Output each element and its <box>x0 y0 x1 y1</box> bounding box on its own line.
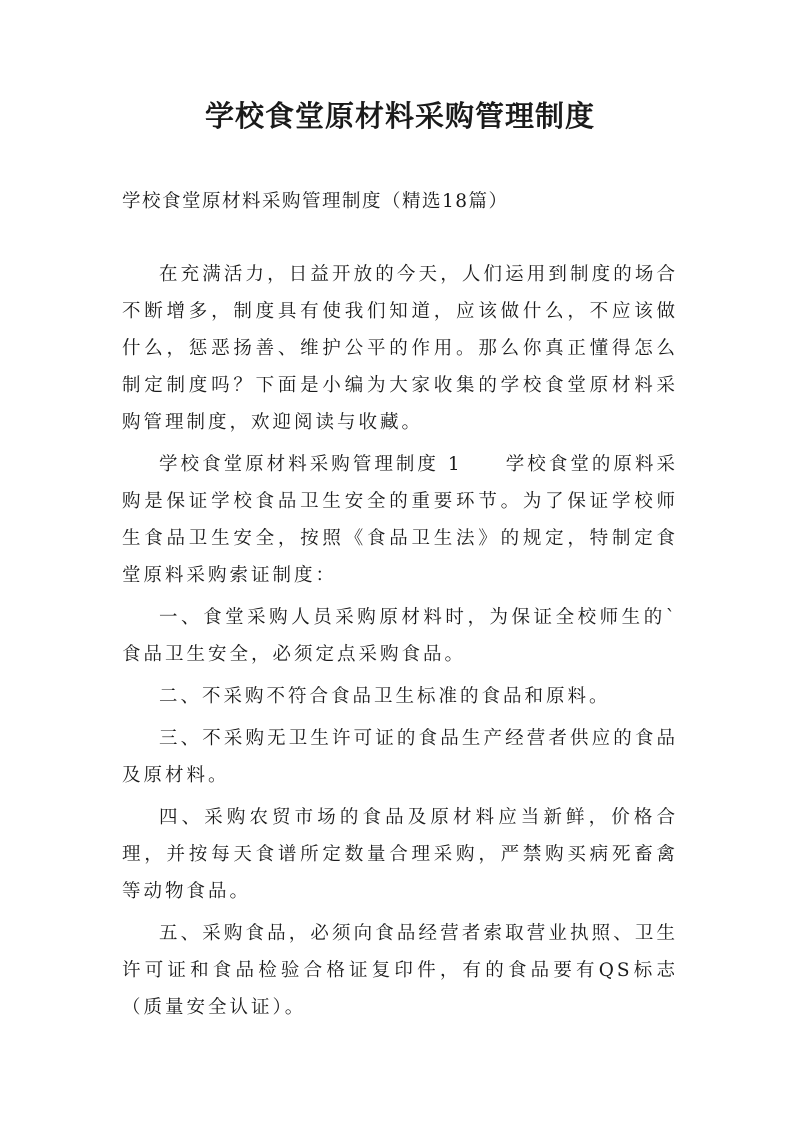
paragraph-item-4: 四、采购农贸市场的食品及原材料应当新鲜，价格合理，并按每天食谱所定数量合理采购，严禁购买病死畜禽等动物食品。 <box>122 807 678 902</box>
document-subtitle: 学校食堂原材料采购管理制度（精选18篇） <box>122 191 509 212</box>
paragraph-item-2: 二、不采购不符合食品卫生标准的食品和原料。 <box>159 686 611 707</box>
document-title: 学校食堂原材料采购管理制度 <box>204 99 595 133</box>
paragraph-item-5: 五、采购食品，必须向食品经营者索取营业执照、卫生许可证和食品检验合格证复印件，有的食品要有QS标志（质量安全认证）。 <box>122 923 678 1018</box>
document-body <box>122 256 678 1026</box>
paragraph-section-1: 学校食堂原材料采购管理制度 1 学校食堂的原料采购是保证学校食品卫生安全的重要环节。为了保证学校师生食品卫生安全，按照《食品卫生法》的规定，特制定食堂原料采购索证制度： <box>122 454 678 586</box>
paragraph-item-1: 一、食堂采购人员采购原材料时，为保证全校师生的`食品卫生安全，必须定点采购食品。 <box>122 607 678 665</box>
paragraph-item-3: 三、不采购无卫生许可证的食品生产经营者供应的食品及原材料。 <box>122 728 678 786</box>
paragraph-intro: 在充满活力，日益开放的今天，人们运用到制度的场合不断增多，制度具有使我们知道，应该做什么，不应该做什么，惩恶扬善、维护公平的作用。那么你真正懂得怎么制定制度吗？下面是小编为大家收集的学校食堂原材料采购管理制度，欢迎阅读与收藏。 <box>122 264 678 433</box>
